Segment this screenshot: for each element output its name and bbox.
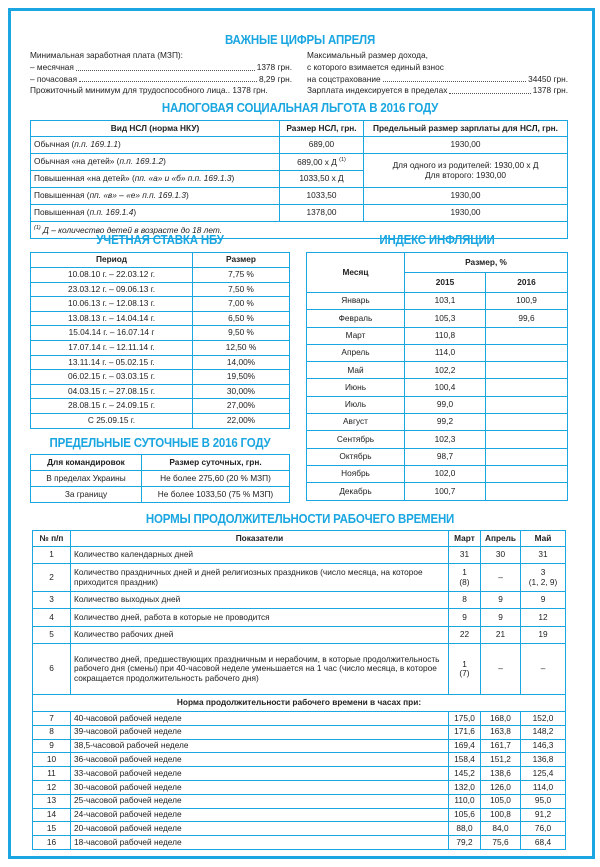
table-row [307,414,568,431]
cell: Октябрь [307,448,405,465]
cell: 102,2 [405,362,486,379]
table-row [33,609,566,627]
cell: 146,3 [521,739,566,753]
table-row [31,311,290,326]
table-row [31,188,568,205]
nbu-table [30,252,290,429]
inflation-table [306,252,568,501]
nsl-table [30,120,568,239]
cell [486,344,568,361]
cell [486,396,568,413]
table-row [307,448,568,465]
cell: 689,00 х Д $^{(1)}$ [280,154,364,171]
table-row [307,431,568,448]
text: с которого взимается единый взнос [307,61,444,72]
cell: 14 [33,808,71,822]
cell: 9,50 % [193,326,290,341]
footnote: $^{(1)}$ Д – количество детей в возрасте до 18 лет. [31,222,568,239]
cell: 12 [521,609,566,627]
cell: За границу [31,487,142,503]
cell: Повышенная (пп. «в» – «е» п.п. 169.1.3) [31,188,280,205]
cell: Декабрь [307,483,405,500]
cell: 105,6 [449,808,481,822]
cell: 13 [33,794,71,808]
subsistence-minimum [30,85,292,97]
table-row [31,297,290,312]
cell: 33-часовой рабочей неделе [71,767,449,781]
header-cell: 2015 [405,273,486,293]
table-row [31,399,290,414]
table-row [307,344,568,361]
cell: Август [307,414,405,431]
cell: 36-часовой рабочей неделе [71,753,449,767]
table-row [307,465,568,482]
cell: 169,4 [449,739,481,753]
cell: Обычная «на детей» (п.п. 169.1.2) [31,154,280,171]
cell: 152,0 [521,712,566,726]
cell: 13.11.14 г. – 05.02.15 г. [31,355,193,370]
per-diem-title: ПРЕДЕЛЬНЫЕ СУТОЧНЫЕ В 2016 ГОДУ [49,436,271,450]
cell: Июль [307,396,405,413]
cell: 24-часовой рабочей неделе [71,808,449,822]
cell: 16 [33,836,71,850]
inflation-title: ИНДЕКС ИНФЛЯЦИИ [379,233,495,247]
table-row [33,547,566,564]
cell [486,414,568,431]
cell: Не более 275,60 (20 % МЗП) [142,471,290,487]
cell: 9 [33,739,71,753]
cell: С 25.09.15 г. [31,413,193,428]
cell: Количество праздничных дней и дней религиозных праздников (число месяца, на которое приходится праздник) [71,564,449,592]
cell: 95,0 [521,794,566,808]
table-row [33,739,566,753]
cell: 20-часовой рабочей неделе [71,822,449,836]
cell: 21 [481,627,521,644]
cell: 17.07.14 г. – 12.11.14 г. [31,340,193,355]
cell [486,448,568,465]
cell [486,327,568,344]
cell: 3 (1, 2, 9) [521,564,566,592]
cell: 163,8 [481,725,521,739]
cell: 100,9 [486,293,568,310]
cell: 14,00% [193,355,290,370]
cell: 4 [33,609,71,627]
cell: 13.08.13 г. – 14.04.14 г. [31,311,193,326]
cell: 145,2 [449,767,481,781]
cell: 98,7 [405,448,486,465]
cell [486,465,568,482]
cell: 3 [33,592,71,609]
cell: Январь [307,293,405,310]
cell: 114,0 [521,780,566,794]
cell: 125,4 [521,767,566,781]
table-row [33,767,566,781]
cell: Повышенная «на детей» (пп. «а» и «б» п.п. 169.1.3) [31,171,280,188]
cell: Не более 1033,50 (75 % МЗП) [142,487,290,503]
cell: 31 [449,547,481,564]
table-row [31,326,290,341]
table-row [307,362,568,379]
cell: 10.08.10 г. – 22.03.12 г. [31,268,193,283]
table-row [33,725,566,739]
label: Зарплата индексируется в пределах [307,85,448,96]
header-cell: Апрель [481,531,521,547]
cell: 10 [33,753,71,767]
table-row [307,310,568,327]
cell: Повышенная (п.п. 169.1.4) [31,205,280,222]
cell: 99,6 [486,310,568,327]
table-header [31,455,290,471]
value: 1378 грн. [532,85,568,96]
cell: 99,2 [405,414,486,431]
cell: 175,0 [449,712,481,726]
cell: 102,0 [405,465,486,482]
cell [486,431,568,448]
cell: 75,6 [481,836,521,850]
cell: 1 [33,547,71,564]
cell: 06.02.15 г. – 03.03.15 г. [31,370,193,385]
table-row [33,564,566,592]
table-row [31,268,290,283]
table-header [33,531,566,547]
cell: 30,00% [193,384,290,399]
cell: 7,75 % [193,268,290,283]
cell: 15.04.14 г. – 16.07.14 г [31,326,193,341]
cell: Количество дней, работа в которые не проводится [71,609,449,627]
cell: 12 [33,780,71,794]
label: на соцстрахование [307,73,381,84]
cell: 88,0 [449,822,481,836]
cell: 7 [33,712,71,726]
nsl-title: НАЛОГОВАЯ СОЦИАЛЬНАЯ ЛЬГОТА В 2016 ГОДУ [161,101,439,115]
label: Прожиточный минимум для трудоспособного лица.. [30,85,231,96]
norms-table [32,530,566,850]
cell: 5 [33,627,71,644]
cell: – [521,644,566,695]
cell: 9 [449,609,481,627]
table-row [307,396,568,413]
cell: 15 [33,822,71,836]
cell: 2 [33,564,71,592]
header-cell: Размер [193,253,290,268]
cell: 1033,50 х Д [280,171,364,188]
important-title: ВАЖНЫЕ ЦИФРЫ АПРЕЛЯ [224,33,376,47]
cell: 8 [449,592,481,609]
cell: 9 [481,609,521,627]
cell: 11 [33,767,71,781]
cell: Ноябрь [307,465,405,482]
table-row [33,753,566,767]
table-row [33,822,566,836]
cell: 68,4 [521,836,566,850]
cell: 689,00 [280,137,364,154]
cell: 19,50% [193,370,290,385]
cell: 9 [521,592,566,609]
cell: 114,0 [405,344,486,361]
cell: 99,0 [405,396,486,413]
header-cell: Вид НСЛ (норма НКУ) [31,121,280,137]
table-row [33,592,566,609]
cell: Май [307,362,405,379]
section-row [33,695,566,712]
cell: 25-часовой рабочей неделе [71,794,449,808]
table-row [33,836,566,850]
table-row [307,327,568,344]
table-row [31,282,290,297]
cell: 18-часовой рабочей неделе [71,836,449,850]
table-row [31,355,290,370]
table-row [31,340,290,355]
cell: 110,8 [405,327,486,344]
table-header [307,253,568,273]
cell: Февраль [307,310,405,327]
table-row [31,413,290,428]
header-cell: 2016 [486,273,568,293]
cell: 22,00% [193,413,290,428]
table-row [307,483,568,500]
cell: 22 [449,627,481,644]
cell: 1930,00 [364,205,568,222]
value: 34450 грн. [528,73,568,84]
cell: В пределах Украины [31,471,142,487]
cell: 9 [481,592,521,609]
cell: 39-часовой рабочей неделе [71,725,449,739]
cell: 91,2 [521,808,566,822]
cell: 7,00 % [193,297,290,312]
cell: Сентябрь [307,431,405,448]
cell: 1930,00 [364,188,568,205]
header-cell: Период [31,253,193,268]
header-cell: Размер, % [405,253,568,273]
table-row [31,487,290,503]
cell: 151,2 [481,753,521,767]
label: – месячная [30,61,74,72]
header-cell: Март [449,531,481,547]
cell: Июнь [307,379,405,396]
indexation-limit [307,85,568,97]
cell: 171,6 [449,725,481,739]
cell: 8 [33,725,71,739]
table-row [31,384,290,399]
cell: 136,8 [521,753,566,767]
label: – почасовая [30,73,78,84]
cell [486,362,568,379]
section-header: Норма продолжительности рабочего времени в часах при: [33,695,566,712]
table-row [31,137,568,154]
cell: 84,0 [481,822,521,836]
cell: 100,8 [481,808,521,822]
cell: 6 [33,644,71,695]
cell: Количество календарных дней [71,547,449,564]
cell: 158,4 [449,753,481,767]
header-cell: Для командировок [31,455,142,471]
cell: 04.03.15 г. – 27.08.15 г. [31,384,193,399]
table-row [33,712,566,726]
cell: 6,50 % [193,311,290,326]
cell: 102,3 [405,431,486,448]
value: 1378 грн. [256,61,292,72]
cell: 1 (7) [449,644,481,695]
table-row [307,379,568,396]
cell: 30-часовой рабочей неделе [71,780,449,794]
cell: Для одного из родителей: 1930,00 х Д Для второго: 1930,00 [364,154,568,188]
cell: 161,7 [481,739,521,753]
cell [486,483,568,500]
table-row [307,293,568,310]
cell: 103,1 [405,293,486,310]
cell: – [481,644,521,695]
header-cell: Предельный размер зарплаты для НСЛ, грн. [364,121,568,137]
norms-title: НОРМЫ ПРОДОЛЖИТЕЛЬНОСТИ РАБОЧЕГО ВРЕМЕНИ [145,512,455,526]
max-income [307,74,568,86]
table-row [33,644,566,695]
cell: 27,00% [193,399,290,414]
cell: Март [307,327,405,344]
cell: 12,50 % [193,340,290,355]
cell: 100,7 [405,483,486,500]
cell: 76,0 [521,822,566,836]
cell: 132,0 [449,780,481,794]
header-cell: Показатели [71,531,449,547]
cell: 1378,00 [280,205,364,222]
header-cell: Размер суточных, грн. [142,455,290,471]
mzp-hourly [30,74,292,86]
cell: Обычная (п.п. 169.1.1) [31,137,280,154]
mzp-monthly [30,62,292,74]
cell: 110,0 [449,794,481,808]
cell: Количество рабочих дней [71,627,449,644]
cell: 1930,00 [364,137,568,154]
nbu-title: УЧЕТНАЯ СТАВКА НБУ [96,233,224,247]
table-row [31,154,568,171]
table-row [33,780,566,794]
cell: 126,0 [481,780,521,794]
cell: 138,6 [481,767,521,781]
cell: Количество выходных дней [71,592,449,609]
header-cell: Месяц [307,253,405,293]
table-row [31,471,290,487]
cell: 105,3 [405,310,486,327]
value: 8,29 грн. [259,73,292,84]
mzp-label: Минимальная заработная плата (МЗП): [30,50,183,60]
cell: 10.06.13 г. – 12.08.13 г. [31,297,193,312]
cell: 28.08.15 г. – 24.09.15 г. [31,399,193,414]
cell: 40-часовой рабочей неделе [71,712,449,726]
text: Максимальный размер дохода, [307,50,428,60]
cell: 79,2 [449,836,481,850]
value: 1378 грн. [232,85,268,96]
cell [486,379,568,396]
cell: 168,0 [481,712,521,726]
cell: 19 [521,627,566,644]
important-left [30,50,292,97]
header-cell: Май [521,531,566,547]
table-row [33,627,566,644]
cell: 105,0 [481,794,521,808]
table-header [31,253,290,268]
cell: 31 [521,547,566,564]
cell: Количество дней, предшествующих праздничным и нерабочим, в которые продолжительность рабочего дня (смены) при 40-часовой неделе уменьшается на 1 час (число месяца, в которое сокращается продолжительность рабочего дня) [71,644,449,695]
cell: 100,4 [405,379,486,396]
cell: 148,2 [521,725,566,739]
cell: 7,50 % [193,282,290,297]
cell: 1033,50 [280,188,364,205]
cell: 38,5-часовой рабочей неделе [71,739,449,753]
table-header [31,121,568,137]
table-row [33,794,566,808]
header-cell: Размер НСЛ, грн. [280,121,364,137]
header-cell: № п/п [33,531,71,547]
important-right [307,50,568,97]
cell: 30 [481,547,521,564]
cell: – [481,564,521,592]
table-row [31,205,568,222]
cell: 23.03.12 г. – 09.06.13 г. [31,282,193,297]
cell: Апрель [307,344,405,361]
table-row [33,808,566,822]
cell: 1 (8) [449,564,481,592]
per-diem-table [30,454,290,503]
table-row [31,370,290,385]
